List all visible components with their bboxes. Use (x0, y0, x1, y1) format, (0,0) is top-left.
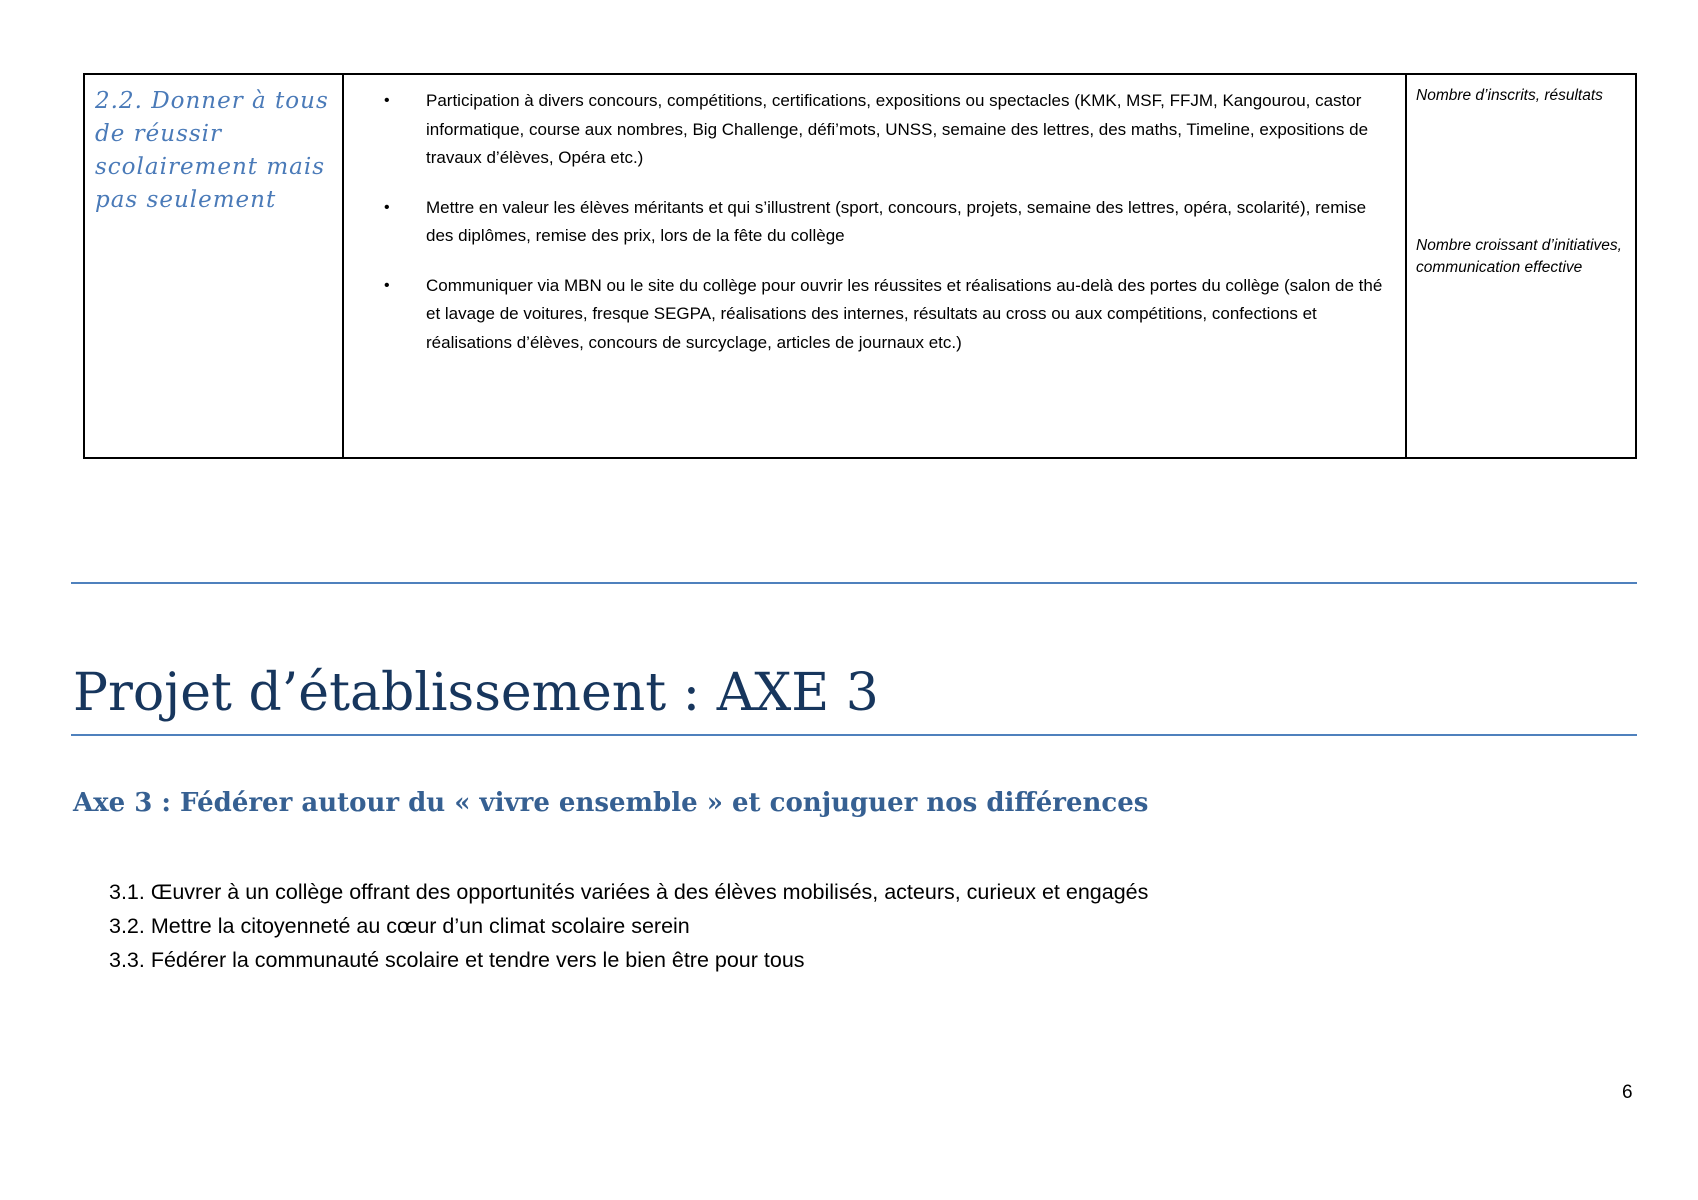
axis-item: 3.3. Fédérer la communauté scolaire et tendre vers le bien être pour tous (109, 948, 805, 972)
heading-underline (71, 734, 1637, 736)
action-text: Participation à divers concours, compétitions, certifications, expositions ou spectacles (KMK, MSF, FFJM, Kangourou, castor informatique, course aux nombres, Big Challenge, défi’mots, UNSS, semaine des lettres, des maths, Timeline, expositions de travaux d’élèves, Opéra etc.) (426, 91, 1369, 167)
indicator-text: Nombre d’inscrits, résultats (1416, 87, 1603, 104)
objective-cell (85, 75, 344, 457)
action-text: Mettre en valeur les élèves méritants et qui s’illustrent (sport, concours, projets, semaine des lettres, opéra, scolarité), remise des diplômes, remise des prix, lors de la fête du collège (426, 197, 1367, 245)
indicators-cell (1407, 75, 1635, 457)
bullet-icon: • (384, 92, 390, 109)
actions-cell (344, 75, 1407, 457)
bullet-icon: • (384, 198, 390, 216)
actions-list (384, 87, 1395, 357)
indicator-text: Nombre croissant d’initiatives, communication effective (1416, 237, 1622, 276)
action-item (384, 87, 1395, 173)
action-item (384, 272, 1395, 358)
objectives-table (83, 73, 1637, 459)
axis-subheading: Axe 3 : Fédérer autour du « vivre ensemble » et conjuguer nos différences (73, 788, 1149, 818)
objective-text: 2.2. Donner à tous de réussir scolairement mais pas seulement (95, 88, 329, 213)
page-heading: Projet d’établissement : AXE 3 (73, 663, 879, 723)
indicator-spacer (1416, 107, 1627, 235)
axis-item: 3.1. Œuvrer à un collège offrant des opportunités variées à des élèves mobilisés, acteurs, curieux et engagés (109, 880, 1149, 904)
axis-items (109, 875, 1148, 977)
axis-item: 3.2. Mettre la citoyenneté au cœur d’un climat scolaire serein (109, 914, 690, 938)
bullet-icon: • (384, 276, 390, 294)
section-divider (71, 582, 1637, 584)
action-text: Communiquer via MBN ou le site du collège pour ouvrir les réussites et réalisations au-delà des portes du collège (salon de thé et lavage de voitures, fresque SEGPA, réalisations des internes, résultats au cross ou aux compétitions, confections et réalisations d’élèves, concours de surcyclage, articles de journaux etc.) (426, 275, 1383, 352)
page-number: 6 (1622, 1082, 1633, 1103)
action-item (384, 194, 1395, 251)
